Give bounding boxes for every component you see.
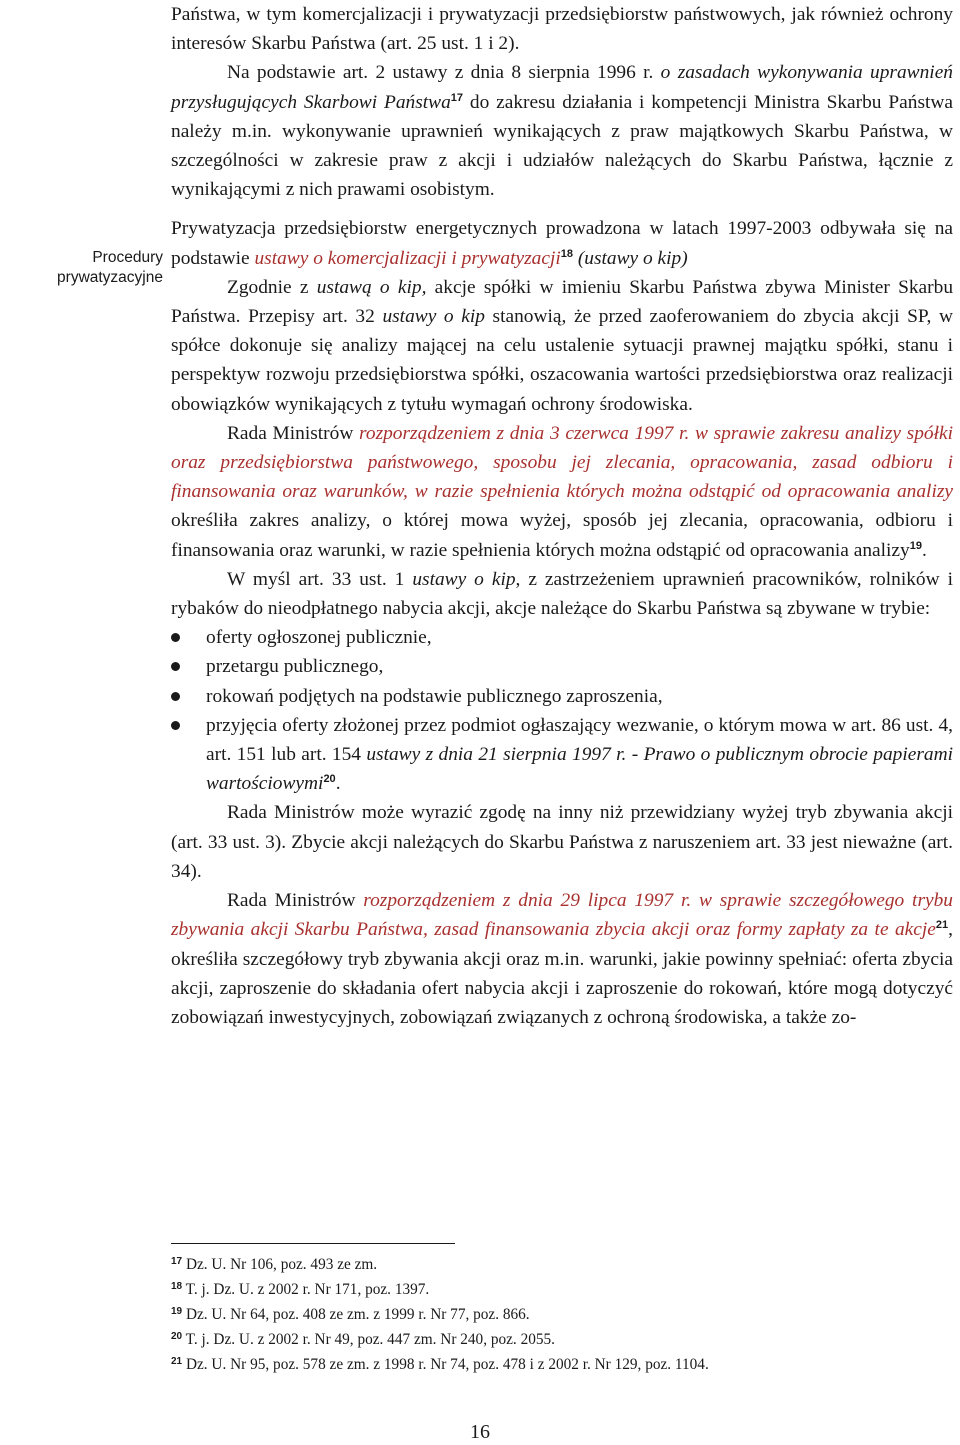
footnote: [171, 1302, 931, 1327]
list-item: [171, 682, 953, 711]
footnote: [171, 1277, 931, 1302]
list-item: [171, 623, 953, 652]
footnote-number: 20: [171, 1331, 183, 1342]
law-title: ustawy o kip: [412, 568, 516, 590]
footnote-text: Dz. U. Nr 64, poz. 408 ze zm. z 1999 r. Nr 77, poz. 866.: [182, 1306, 530, 1323]
paragraph: [171, 0, 953, 58]
footnote-ref: 21: [935, 919, 949, 932]
list-item: [171, 711, 953, 799]
footnote: [171, 1327, 931, 1352]
regulation-title: rozporządzeniem z dnia 3 czerwca 1997 r. w sprawie zakresu analizy spółki oraz przedsiębiorstwa państwowego, sposobu jej zlecania, opracowania, zasad odbioru i finansowania oraz warunków, w razie spełnienia których można odstąpić od opracowania analizy: [171, 422, 953, 503]
text-span: , określiła szczegółowy tryb zbywania akcji oraz m.in. warunki, jakie powinny spełniać: oferta zbycia akcji, zaproszenie do składania ofert nabycia akcji i zaproszenie do rokowań, które mogą dotyczyć zobowiązań inwestycyjnych, zobowiązań związanych z ochroną środowiska, a także zo-: [171, 919, 953, 1028]
text-span: .: [921, 539, 927, 561]
footnotes: [171, 1252, 931, 1377]
text-span: W myśl art. 33 ust. 1: [227, 568, 413, 590]
paragraph: [171, 273, 953, 419]
footnote-text: Dz. U. Nr 106, poz. 493 ze zm.: [182, 1256, 378, 1273]
text-span: Na podstawie art. 2 ustawy z dnia 8 sierpnia 1996 r.: [227, 62, 654, 84]
footnote-text: T. j. Dz. U. z 2002 r. Nr 171, poz. 1397.: [182, 1281, 430, 1298]
bullet-list: [171, 623, 953, 798]
list-item: [171, 652, 953, 681]
footnote-text: T. j. Dz. U. z 2002 r. Nr 49, poz. 447 zm. Nr 240, poz. 2055.: [182, 1331, 556, 1348]
margin-heading-line1: Procedury: [92, 249, 163, 266]
text-span: do zakresu działania i kompetencji Ministra Skarbu Państwa należy m.in. wykonywanie uprawnień wynikających z praw majątkowych Skarbu Państwa, w szczególności w zakresie praw z akcji i udziałów należących do Skarbu Państwa, łącznie z wynikającymi z nich prawami osobistym.: [171, 91, 953, 201]
text-span: Prywatyzacja przedsiębiorstw energetycznych prowadzona w latach 1997-2003 odbywała się na podstawie: [171, 218, 953, 269]
paragraph: [171, 58, 953, 204]
law-title: ustawy o komercjalizacji i prywatyzacji: [254, 247, 561, 269]
footnote-ref: 18: [560, 247, 573, 260]
paragraph: [171, 798, 953, 886]
footnote-number: 18: [171, 1281, 183, 1292]
law-title: ustawy o kip: [382, 306, 485, 328]
footnote-separator: [171, 1243, 455, 1244]
list-item-text: przyjęcia oferty złożonej przez podmiot ogłaszający wezwanie, o którym mowa w art. 86 ust. 4, art. 151 lub art. 154: [206, 714, 953, 766]
paragraph-text: Rada Ministrów może wyrazić zgodę na inny niż przewidziany wyżej tryb zbywania akcji (art. 33 ust. 3). Zbycie akcji należących do Skarbu Państwa z naruszeniem art. 33 jest nieważne (art. 34).: [171, 802, 953, 882]
paragraph: [171, 419, 953, 565]
footnote: [171, 1352, 931, 1377]
law-title: ustawy z dnia 21 sierpnia 1997 r. - Prawo o publicznym obrocie papierami wartościowymi: [206, 744, 953, 795]
text-span: , z zastrzeżeniem uprawnień pracowników, rolników i rybaków do nieodpłatnego nabycia akcji, akcje należące do Skarbu Państwa są zbywane w trybie:: [171, 568, 953, 620]
paragraph: [171, 565, 953, 623]
paragraph-text: Państwa, w tym komercjalizacji i prywatyzacji przedsiębiorstw państwowych, jak również ochrony interesów Skarbu Państwa (art. 25 ust. 1 i 2).: [171, 4, 953, 55]
bullet-icon: [171, 692, 180, 701]
regulation-title: rozporządzeniem z dnia 29 lipca 1997 r. w sprawie szczegółowego trybu zbywania akcji Skarbu Państwa, zasad finansowania zbycia akcji oraz formy zapłaty za te akcje: [171, 890, 953, 941]
law-title: o zasadach wykonywania uprawnień przysługujących Skarbowi Państwa: [171, 62, 953, 113]
bullet-icon: [171, 662, 180, 671]
paragraph: [171, 214, 953, 272]
text-span: Zgodnie z: [227, 276, 317, 298]
text-span: Rada Ministrów: [227, 422, 360, 444]
text-span: akcje spółki w imieniu Skarbu Państwa zbywa Minister Skarbu Państwa. Przepisy art. 32: [171, 276, 954, 328]
footnote: [171, 1252, 931, 1277]
text-span: (ustawy o kip): [573, 247, 688, 269]
list-item-text: oferty ogłoszonej publicznie,: [206, 627, 432, 649]
list-item-text: przetargu publicznego,: [206, 656, 384, 678]
margin-heading-line2: prywatyzacyjne: [57, 269, 163, 286]
margin-heading: [0, 248, 163, 288]
text-span: Rada Ministrów: [227, 890, 364, 912]
text-span: stanowią, że przed zaoferowaniem do zbycia akcji SP, w spółce dokonuje się analizy mającej na celu ustalenie sytuacji prawnej majątku spółki, stanu i perspektyw rozwoju przedsiębiorstwa spółki, oszacowania wartości przedsiębiorstwa oraz realizacji obowiązków wynikających z tytułu wymagań ochrony środowiska.: [171, 306, 954, 415]
paragraph: [171, 886, 953, 1032]
footnote-ref: 19: [909, 539, 922, 552]
footnote-number: 21: [171, 1356, 183, 1367]
footnote-number: 19: [171, 1306, 183, 1317]
footnote-text: Dz. U. Nr 95, poz. 578 ze zm. z 1998 r. Nr 74, poz. 478 i z 2002 r. Nr 129, poz. 1104.: [182, 1356, 709, 1373]
text-span: określiła zakres analizy, o której mowa wyżej, sposób jej zlecania, opracowania, odbioru i finansowania oraz warunki, w razie spełnienia których można odstąpić od opracowania analizy: [171, 510, 953, 561]
list-item-text: .: [335, 773, 341, 795]
main-text: [171, 0, 953, 1032]
page-number: 16: [470, 1421, 490, 1443]
list-item-text: rokowań podjętych na podstawie publicznego zaproszenia,: [206, 685, 663, 707]
law-title: ustawą o kip,: [316, 276, 427, 298]
footnote-number: 17: [171, 1256, 183, 1267]
footnote-ref: 17: [450, 91, 464, 104]
bullet-icon: [171, 633, 180, 642]
bullet-icon: [171, 721, 180, 730]
footnote-ref: 20: [323, 773, 336, 786]
